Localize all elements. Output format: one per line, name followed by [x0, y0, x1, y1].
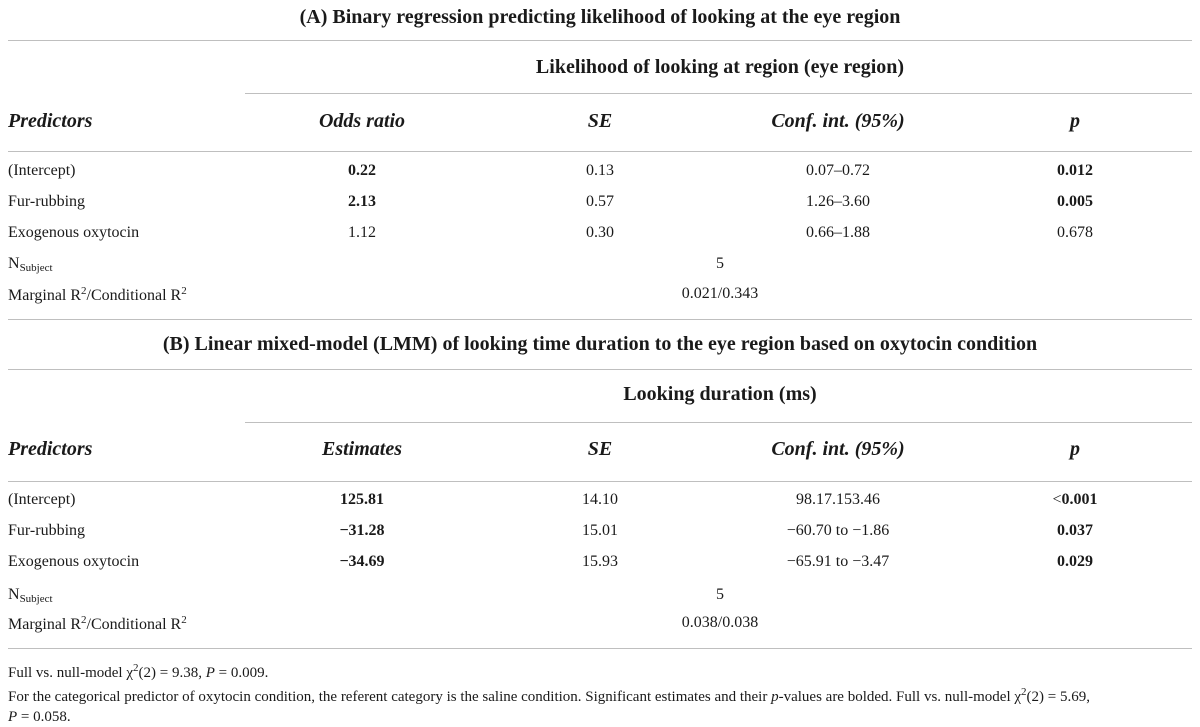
divider [8, 40, 1192, 41]
row-estimate: 125.81 [340, 491, 384, 508]
row-estimate: −31.28 [339, 522, 385, 539]
header-p: p [1070, 110, 1080, 132]
header-estimate: Odds ratio [318, 110, 406, 132]
footnote-1: Full vs. null-model $\chi^2(2) = 9.38$, P = 0.009. [8, 662, 269, 681]
row-p: 0.678 [1057, 224, 1093, 241]
divider [8, 648, 1192, 649]
row-ci: 98.17.153.46 [796, 491, 880, 508]
row-p: 0.029 [1057, 553, 1093, 570]
r2-row [0, 285, 1200, 311]
row-se: 0.30 [586, 224, 614, 241]
row-estimate: 1.12 [348, 224, 376, 241]
n-subject-row [0, 255, 1200, 281]
table-row [0, 553, 1200, 579]
row-p: 0.012 [1057, 162, 1093, 179]
row-ci: −60.70 to −1.86 [786, 522, 890, 539]
panel-b-title: (B) Linear mixed-model (LMM) of looking time duration to the eye region based on oxytocin condition [162, 333, 1038, 355]
row-estimate: −34.69 [339, 553, 385, 570]
table-row [0, 522, 1200, 548]
header-ci: Conf. int. (95%) [771, 438, 905, 460]
row-se: 0.57 [586, 193, 614, 210]
divider [8, 151, 1192, 152]
n-subject-row [0, 586, 1200, 612]
header-predictors: Predictors [8, 438, 93, 460]
n-subject-value: 5 [716, 586, 724, 603]
row-ci: −65.91 to −3.47 [786, 553, 890, 570]
table-row [0, 491, 1200, 517]
row-label: (Intercept) [8, 162, 76, 179]
row-estimate: 0.22 [348, 162, 376, 179]
table-row [0, 193, 1200, 219]
row-p: <0.001 [1052, 491, 1098, 508]
header-se: SE [587, 438, 613, 460]
header-ci: Conf. int. (95%) [771, 110, 905, 132]
panel-a-title: (A) Binary regression predicting likelihood of looking at the eye region [299, 6, 901, 28]
divider [245, 93, 1192, 94]
divider [8, 319, 1192, 320]
r2-value: 0.038/0.038 [681, 614, 759, 631]
divider [8, 369, 1192, 370]
footnote-2: For the categorical predictor of oxytocin condition, the referent category is the saline condition. Significant estimates and their p-values are bolded. Full vs. null-model $\chi^2(2) = 5.69$, P = 0.058. [8, 686, 1090, 725]
n-subject-value: 5 [716, 255, 724, 272]
divider [8, 481, 1192, 482]
n-subject-label: $N_{Subject}$ [8, 586, 53, 605]
row-ci: 1.26–3.60 [806, 193, 870, 210]
r2-label: Marginal $R^2$/Conditional $R^2$ [8, 285, 187, 304]
n-subject-label: $N_{Subject}$ [8, 255, 53, 274]
header-predictors: Predictors [8, 110, 93, 132]
panel-a-subheader: Likelihood of looking at region (eye region) [535, 56, 905, 78]
divider [245, 422, 1192, 423]
panel-b-subheader: Looking duration (ms) [623, 383, 817, 405]
row-label: Fur-rubbing [8, 193, 86, 210]
header-estimate: Estimates [321, 438, 402, 460]
row-label: Exogenous oxytocin [8, 224, 140, 241]
r2-value: 0.021/0.343 [681, 285, 759, 302]
row-se: 15.93 [582, 553, 618, 570]
row-se: 14.10 [582, 491, 618, 508]
row-p: 0.037 [1057, 522, 1093, 539]
header-se: SE [587, 110, 613, 132]
row-p: 0.005 [1057, 193, 1093, 210]
row-label: (Intercept) [8, 491, 76, 508]
table-row [0, 162, 1200, 188]
row-estimate: 2.13 [348, 193, 376, 210]
row-ci: 0.66–1.88 [806, 224, 870, 241]
header-p: p [1070, 438, 1080, 460]
row-se: 15.01 [582, 522, 618, 539]
row-ci: 0.07–0.72 [806, 162, 870, 179]
row-label: Exogenous oxytocin [8, 553, 140, 570]
r2-label: Marginal $R^2$/Conditional $R^2$ [8, 614, 187, 633]
row-label: Fur-rubbing [8, 522, 86, 539]
row-se: 0.13 [586, 162, 614, 179]
table-row [0, 224, 1200, 250]
r2-row [0, 614, 1200, 640]
